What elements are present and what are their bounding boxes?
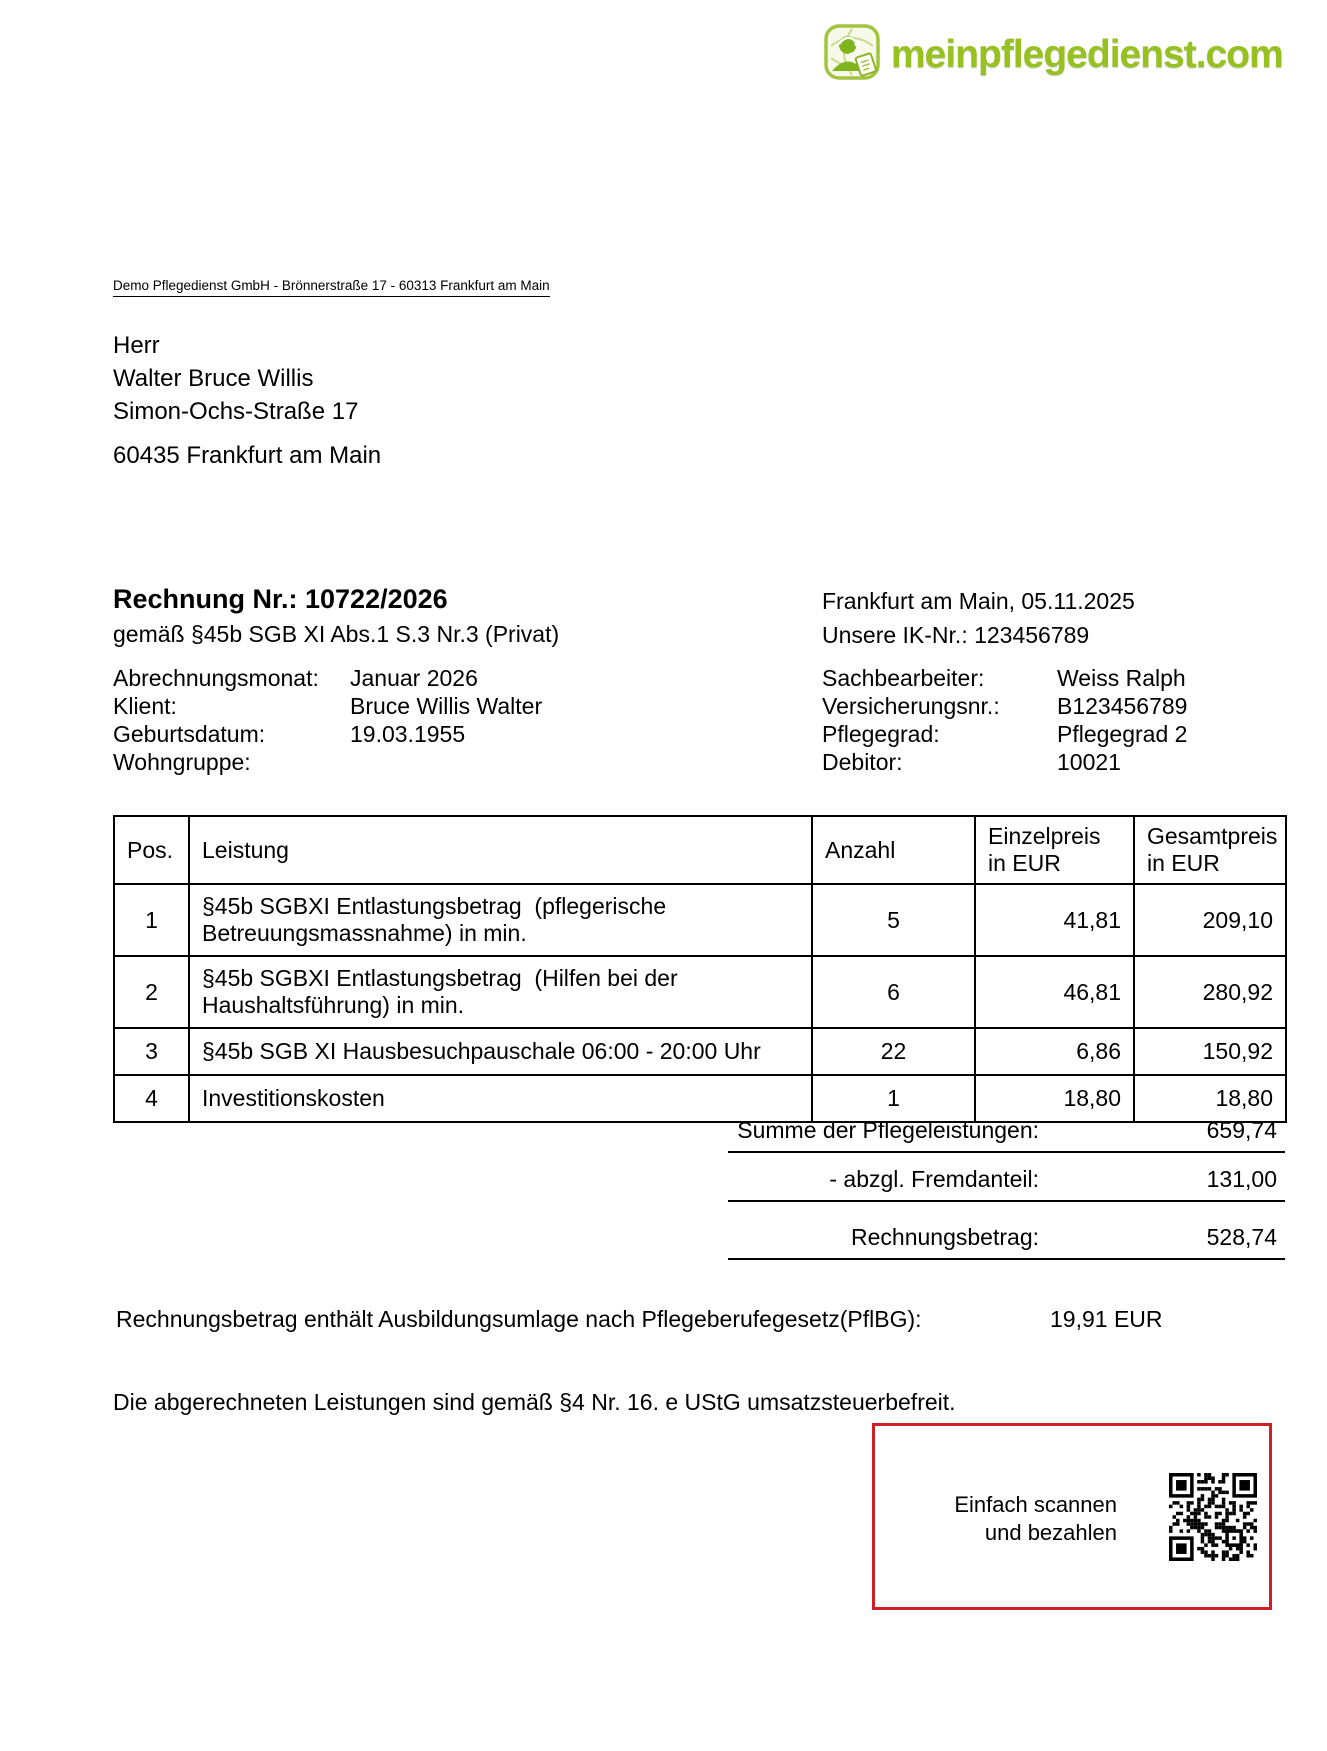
header-leistung: Leistung: [189, 816, 812, 884]
qr-code: [1169, 1473, 1257, 1561]
table-row: 2 §45b SGBXI Entlastungsbetrag (Hilfen bei der Haushaltsführung) in min. 6 46,81 280,92: [114, 956, 1286, 1028]
invoice-ik-number: Unsere IK-Nr.: 123456789: [822, 622, 1090, 648]
tax-exemption-note: Die abgerechneten Leistungen sind gemäß §4 Nr. 16. e UStG umsatzsteuerbefreit.: [113, 1389, 956, 1415]
header-gesamtpreis: Gesamtpreis in EUR: [1134, 816, 1286, 884]
detail-debitor: Debitor: 10021: [822, 749, 1121, 775]
items-table: [113, 815, 1287, 1123]
logo-text: meinpflegedienst.com: [891, 32, 1283, 76]
table-row: 3 §45b SGB XI Hausbesuchpauschale 06:00 - 20:00 Uhr 22 6,86 150,92: [114, 1028, 1286, 1075]
summary-block: [728, 1104, 1285, 1260]
details-right: [822, 664, 1187, 776]
table-row: 1 §45b SGBXI Entlastungsbetrag (pflegerische Betreuungsmassnahme) in min. 5 41,81 209,10: [114, 884, 1286, 956]
summary-fremdanteil-row: - abzgl. Fremdanteil: 131,00: [728, 1153, 1285, 1202]
invoice-subtitle: gemäß §45b SGB XI Abs.1 S.3 Nr.3 (Privat): [113, 621, 560, 647]
payment-box-text: Einfach scannen und bezahlen: [954, 1491, 1117, 1545]
detail-geburtsdatum: Geburtsdatum: 19.03.1955: [113, 721, 466, 747]
invoice-place-date: Frankfurt am Main, 05.11.2025: [822, 588, 1135, 614]
header-anzahl: Anzahl: [812, 816, 975, 884]
header-einzelpreis: Einzelpreis in EUR: [975, 816, 1134, 884]
header-pos: Pos.: [114, 816, 189, 884]
details-left: [113, 664, 542, 776]
detail-wohngruppe: Wohngruppe:: [113, 749, 251, 775]
umlage-note-value: 19,91 EUR: [1050, 1306, 1163, 1332]
sender-line: Demo Pflegedienst GmbH - Brönnerstraße 17 - 60313 Frankfurt am Main: [113, 278, 550, 297]
recipient-salutation: Herr: [113, 332, 160, 359]
meinpflegedienst-logo-icon: [824, 24, 880, 85]
table-row: 4 Investitionskosten 1 18,80 18,80: [114, 1075, 1286, 1122]
detail-klient: Klient: Bruce Willis Walter: [113, 693, 543, 719]
umlage-note-label: Rechnungsbetrag enthält Ausbildungsumlage nach Pflegeberufegesetz(PflBG):: [116, 1306, 922, 1332]
detail-sachbearbeiter: Sachbearbeiter: Weiss Ralph: [822, 665, 1186, 691]
recipient-name: Walter Bruce Willis: [113, 365, 314, 392]
recipient-city: 60435 Frankfurt am Main: [113, 442, 382, 469]
detail-versicherungsnr: Versicherungsnr.: B123456789: [822, 693, 1188, 719]
logo: [824, 24, 1283, 85]
summary-total-row: Rechnungsbetrag: 528,74: [728, 1202, 1285, 1260]
detail-abrechnungsmonat: Abrechnungsmonat: Januar 2026: [113, 665, 478, 691]
recipient-street: Simon-Ochs-Straße 17: [113, 398, 359, 425]
recipient-address: [113, 329, 381, 472]
table-header-row: [114, 816, 1286, 884]
invoice-title: Rechnung Nr.: 10722/2026: [113, 584, 448, 614]
payment-box: [872, 1423, 1272, 1610]
detail-pflegegrad: Pflegegrad: Pflegegrad 2: [822, 721, 1188, 747]
summary-sum-row: Summe der Pflegeleistungen: 659,74: [728, 1104, 1285, 1153]
